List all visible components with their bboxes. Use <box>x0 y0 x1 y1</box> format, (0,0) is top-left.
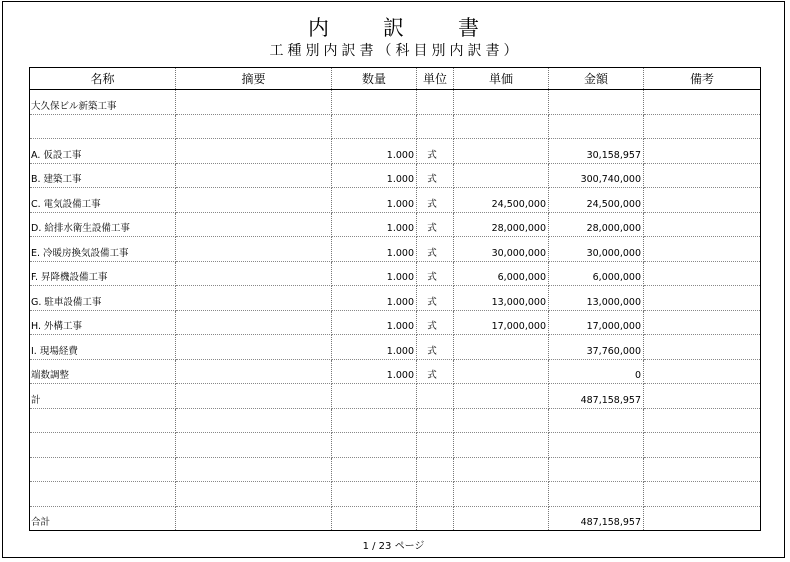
cell-unit-price: 13,000,000 <box>454 286 549 311</box>
table-row <box>30 457 761 482</box>
cell-quantity: 1.000 <box>332 359 417 384</box>
cell-amount: 30,000,000 <box>549 237 644 262</box>
cell-amount <box>549 114 644 139</box>
table-row <box>30 163 761 188</box>
breakdown-table <box>29 67 761 531</box>
cell-name <box>30 408 176 433</box>
cell-unit-price <box>454 90 549 115</box>
cell-amount <box>549 90 644 115</box>
cell-summary <box>176 384 332 409</box>
cell-summary <box>176 212 332 237</box>
cell-remarks <box>644 506 761 531</box>
cell-amount <box>549 482 644 507</box>
cell-quantity <box>332 408 417 433</box>
cell-quantity <box>332 90 417 115</box>
cell-summary <box>176 90 332 115</box>
cell-summary <box>176 188 332 213</box>
cell-name: A. 仮設工事 <box>30 139 176 164</box>
cell-summary <box>176 359 332 384</box>
cell-name: C. 電気設備工事 <box>30 188 176 213</box>
cell-unit-price: 6,000,000 <box>454 261 549 286</box>
cell-name: 合計 <box>30 506 176 531</box>
cell-unit-price: 28,000,000 <box>454 212 549 237</box>
cell-quantity: 1.000 <box>332 335 417 360</box>
cell-unit-price <box>454 457 549 482</box>
cell-summary <box>176 433 332 458</box>
cell-unit: 式 <box>417 286 454 311</box>
cell-unit <box>417 482 454 507</box>
cell-quantity: 1.000 <box>332 237 417 262</box>
cell-amount: 0 <box>549 359 644 384</box>
cell-name <box>30 457 176 482</box>
cell-remarks <box>644 433 761 458</box>
cell-unit <box>417 114 454 139</box>
table-row <box>30 506 761 531</box>
cell-name: H. 外構工事 <box>30 310 176 335</box>
table-row <box>30 335 761 360</box>
cell-quantity: 1.000 <box>332 163 417 188</box>
cell-name: 計 <box>30 384 176 409</box>
table-header-row <box>30 68 761 90</box>
cell-name: I. 現場経費 <box>30 335 176 360</box>
table-row <box>30 433 761 458</box>
cell-remarks <box>644 139 761 164</box>
cell-amount <box>549 433 644 458</box>
cell-unit-price: 17,000,000 <box>454 310 549 335</box>
cell-remarks <box>644 261 761 286</box>
header-summary: 摘要 <box>176 68 332 90</box>
cell-name: B. 建築工事 <box>30 163 176 188</box>
cell-name <box>30 433 176 458</box>
header-name: 名称 <box>30 68 176 90</box>
document-title: 内訳書 <box>308 16 533 40</box>
table-row <box>30 482 761 507</box>
cell-unit: 式 <box>417 261 454 286</box>
cell-summary <box>176 482 332 507</box>
cell-remarks <box>644 212 761 237</box>
table-row <box>30 408 761 433</box>
cell-amount: 17,000,000 <box>549 310 644 335</box>
cell-quantity: 1.000 <box>332 286 417 311</box>
cell-unit: 式 <box>417 359 454 384</box>
cell-unit <box>417 384 454 409</box>
cell-unit <box>417 90 454 115</box>
cell-amount: 13,000,000 <box>549 286 644 311</box>
cell-amount: 37,760,000 <box>549 335 644 360</box>
cell-unit: 式 <box>417 188 454 213</box>
table-row <box>30 90 761 115</box>
table-row <box>30 261 761 286</box>
cell-amount <box>549 408 644 433</box>
cell-quantity <box>332 433 417 458</box>
cell-unit-price: 30,000,000 <box>454 237 549 262</box>
cell-unit <box>417 433 454 458</box>
cell-remarks <box>644 310 761 335</box>
cell-name: F. 昇降機設備工事 <box>30 261 176 286</box>
cell-unit <box>417 408 454 433</box>
cell-unit <box>417 506 454 531</box>
cell-quantity: 1.000 <box>332 188 417 213</box>
cell-unit: 式 <box>417 163 454 188</box>
cell-unit: 式 <box>417 139 454 164</box>
cell-unit <box>417 457 454 482</box>
cell-unit-price: 24,500,000 <box>454 188 549 213</box>
cell-amount: 487,158,957 <box>549 384 644 409</box>
cell-remarks <box>644 359 761 384</box>
cell-remarks <box>644 457 761 482</box>
cell-quantity <box>332 114 417 139</box>
cell-quantity <box>332 506 417 531</box>
cell-summary <box>176 237 332 262</box>
cell-summary <box>176 310 332 335</box>
cell-quantity: 1.000 <box>332 261 417 286</box>
table-row <box>30 188 761 213</box>
cell-unit: 式 <box>417 237 454 262</box>
cell-name: 大久保ビル新築工事 <box>30 90 176 115</box>
cell-name: D. 給排水衛生設備工事 <box>30 212 176 237</box>
cell-unit: 式 <box>417 212 454 237</box>
cell-quantity <box>332 457 417 482</box>
cell-amount: 6,000,000 <box>549 261 644 286</box>
cell-unit-price <box>454 163 549 188</box>
cell-remarks <box>644 90 761 115</box>
cell-quantity <box>332 384 417 409</box>
cell-summary <box>176 335 332 360</box>
header-quantity: 数量 <box>332 68 417 90</box>
cell-remarks <box>644 335 761 360</box>
cell-remarks <box>644 237 761 262</box>
table-row <box>30 139 761 164</box>
cell-unit-price <box>454 506 549 531</box>
cell-quantity: 1.000 <box>332 139 417 164</box>
cell-unit-price <box>454 433 549 458</box>
cell-amount: 300,740,000 <box>549 163 644 188</box>
table-row <box>30 310 761 335</box>
cell-remarks <box>644 163 761 188</box>
table-row <box>30 286 761 311</box>
header-remarks: 備考 <box>644 68 761 90</box>
cell-remarks <box>644 114 761 139</box>
cell-unit: 式 <box>417 310 454 335</box>
cell-name: 端数調整 <box>30 359 176 384</box>
cell-summary <box>176 114 332 139</box>
header-unit-price: 単価 <box>454 68 549 90</box>
cell-quantity: 1.000 <box>332 310 417 335</box>
cell-quantity: 1.000 <box>332 212 417 237</box>
table-body <box>30 90 761 531</box>
table-row <box>30 114 761 139</box>
cell-name <box>30 482 176 507</box>
cell-name: E. 冷暖房換気設備工事 <box>30 237 176 262</box>
cell-remarks <box>644 408 761 433</box>
header-unit: 単位 <box>417 68 454 90</box>
cell-remarks <box>644 384 761 409</box>
cell-unit-price <box>454 139 549 164</box>
cell-remarks <box>644 286 761 311</box>
cell-unit-price <box>454 482 549 507</box>
cell-remarks <box>644 188 761 213</box>
cell-unit-price <box>454 335 549 360</box>
cell-amount: 24,500,000 <box>549 188 644 213</box>
cell-unit: 式 <box>417 335 454 360</box>
cell-summary <box>176 163 332 188</box>
cell-amount: 487,158,957 <box>549 506 644 531</box>
table-row <box>30 359 761 384</box>
cell-unit-price <box>454 359 549 384</box>
cell-unit-price <box>454 384 549 409</box>
table-row <box>30 384 761 409</box>
cell-summary <box>176 139 332 164</box>
cell-summary <box>176 506 332 531</box>
cell-summary <box>176 261 332 286</box>
table-row <box>30 237 761 262</box>
cell-name <box>30 114 176 139</box>
cell-remarks <box>644 482 761 507</box>
document-subtitle: 工種別内訳書（科目別内訳書） <box>269 43 522 59</box>
cell-summary <box>176 408 332 433</box>
cell-name: G. 駐車設備工事 <box>30 286 176 311</box>
cell-unit-price <box>454 114 549 139</box>
cell-amount: 28,000,000 <box>549 212 644 237</box>
header-amount: 金額 <box>549 68 644 90</box>
page-indicator: 1 / 23 ページ <box>362 541 425 552</box>
cell-unit-price <box>454 408 549 433</box>
cell-amount: 30,158,957 <box>549 139 644 164</box>
cell-summary <box>176 286 332 311</box>
cell-summary <box>176 457 332 482</box>
cell-quantity <box>332 482 417 507</box>
table-row <box>30 212 761 237</box>
cell-amount <box>549 457 644 482</box>
